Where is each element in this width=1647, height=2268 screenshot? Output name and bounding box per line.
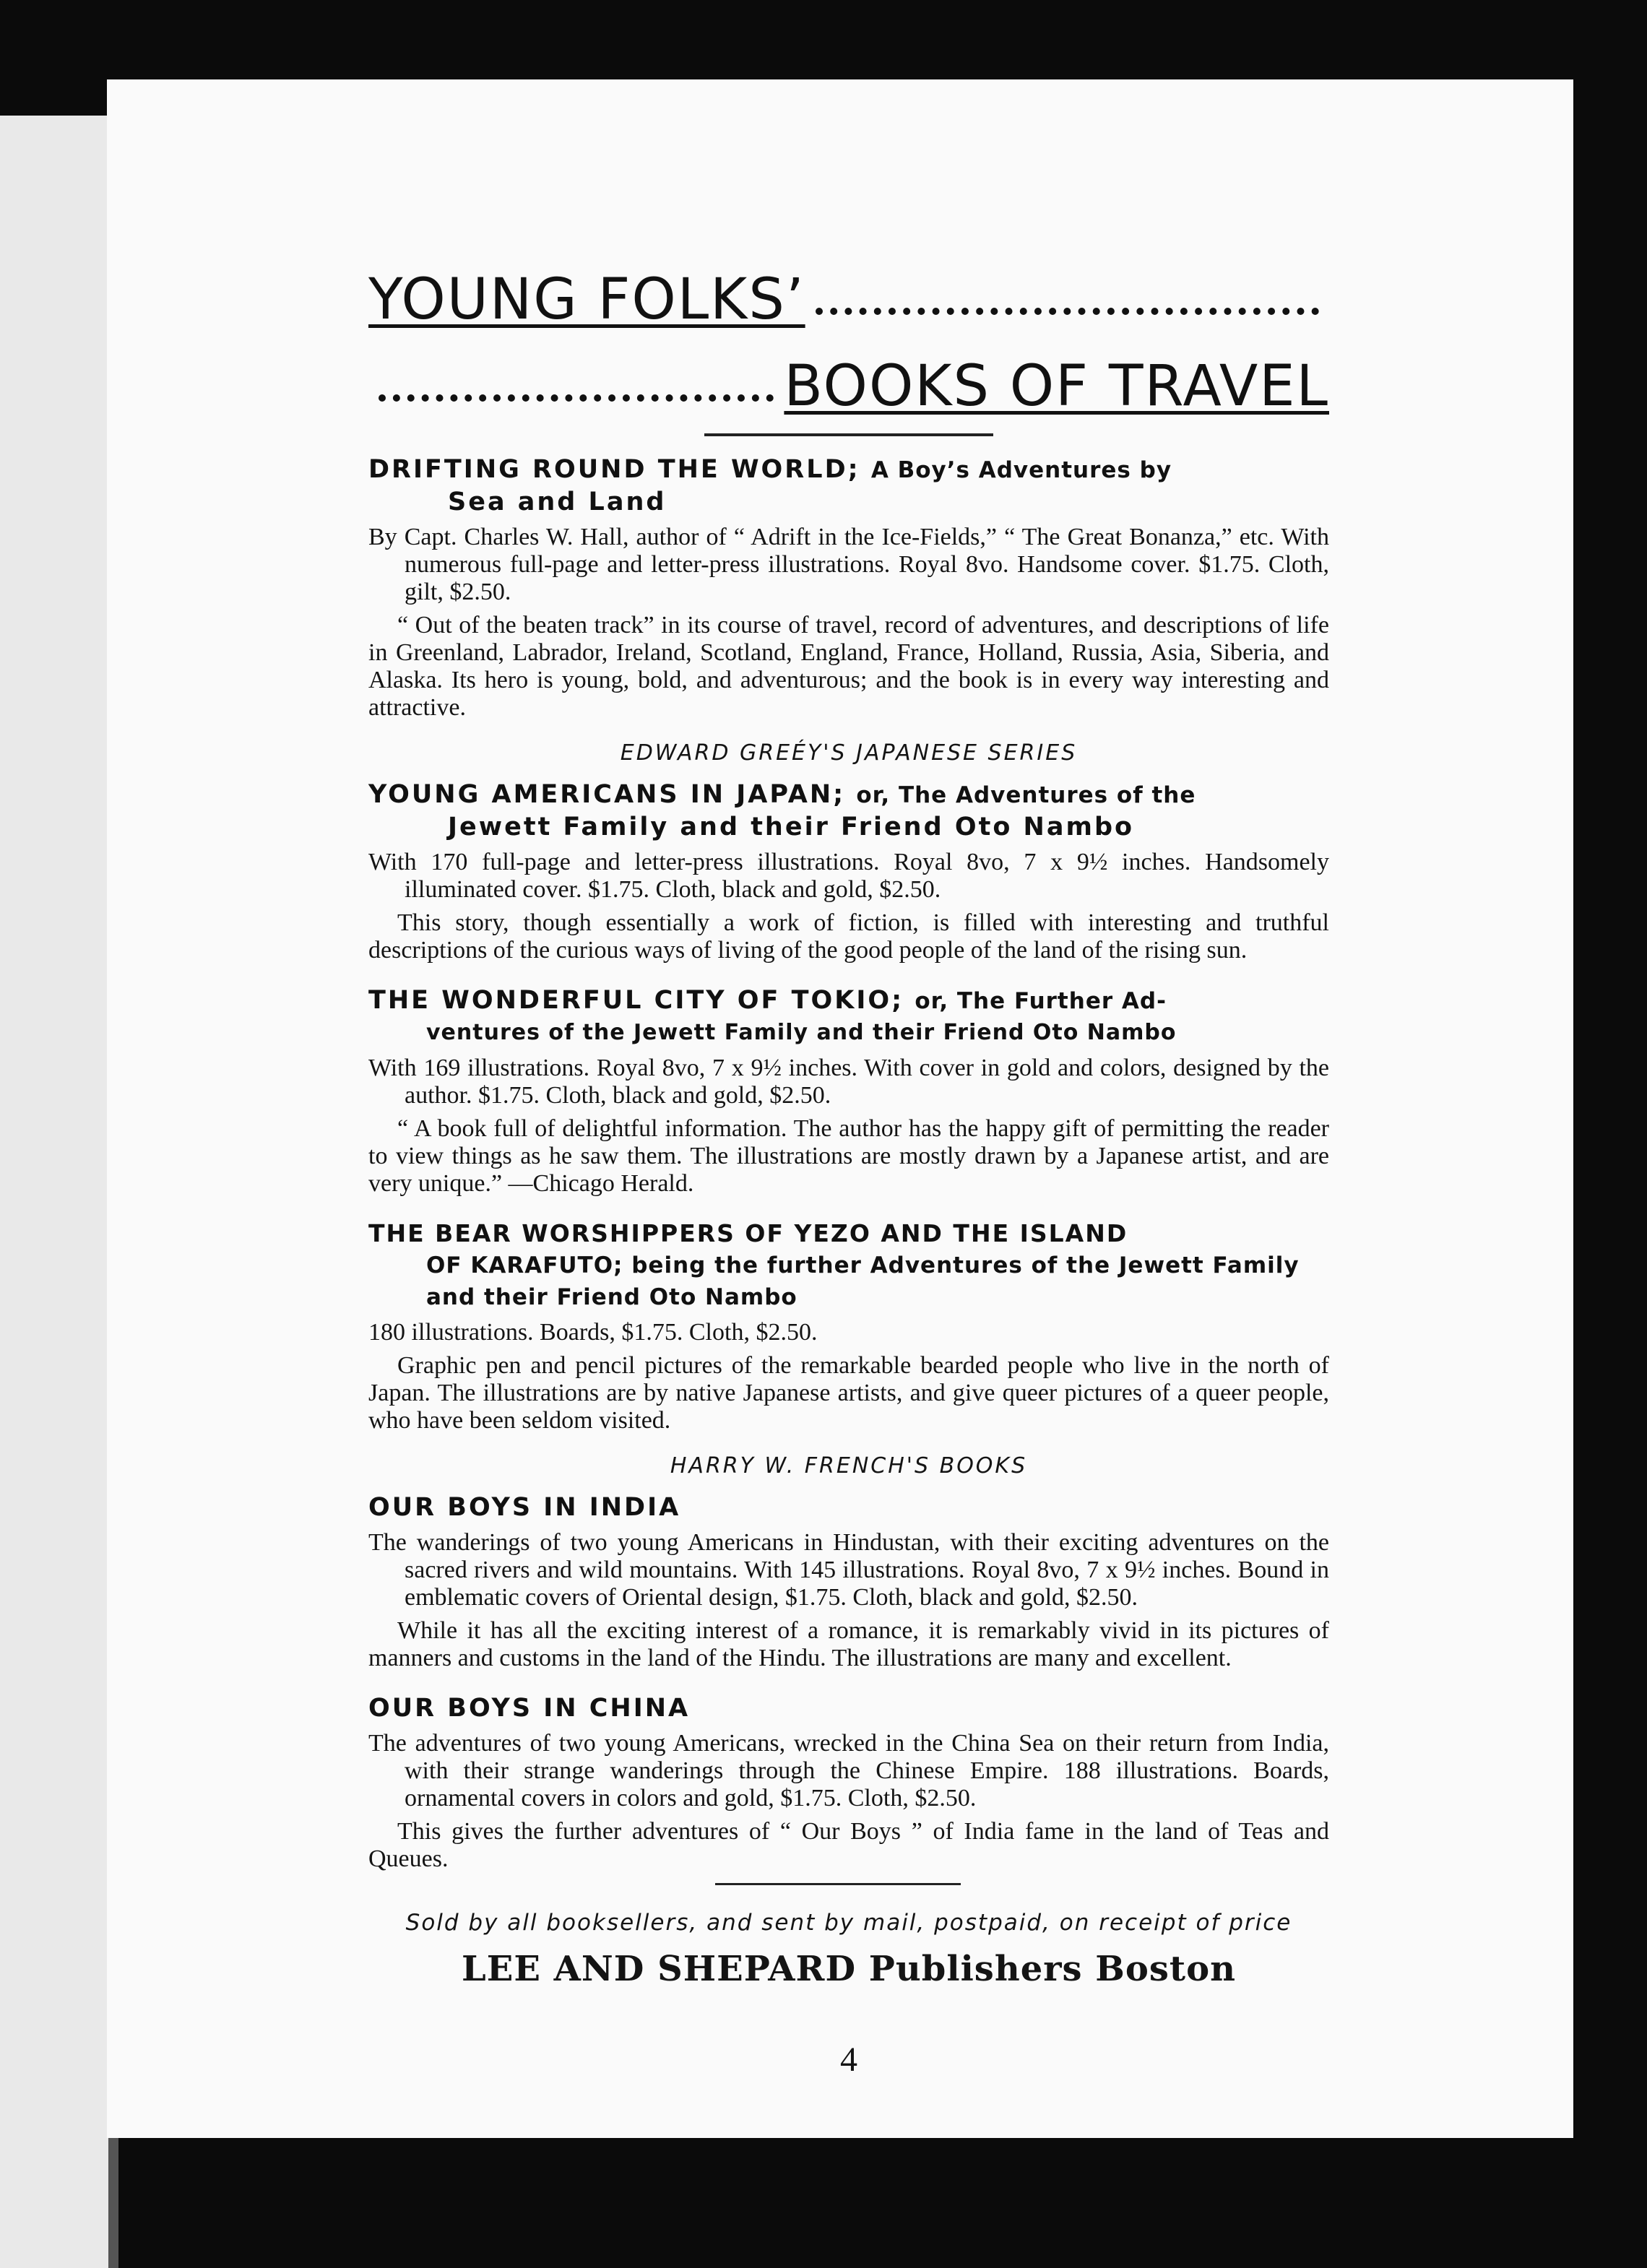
- book-details: The wanderings of two young Americans in Hindustan, with their exciting adventures on the sacred rivers and wild mountains. With 145 illustrations. Royal 8vo, 7 x 9½ inches. Bound in emblematic covers of Oriental design, $1.75. Cloth, black and gold, $2.50.: [368, 1529, 1329, 1611]
- publisher-imprint: LEE AND SHEPARD Publishers Boston: [462, 1949, 1236, 1989]
- book-title: YOUNG AMERICANS IN JAPAN; or, The Adventures of the: [368, 780, 1196, 809]
- page-content: [368, 238, 1329, 2079]
- series-heading: EDWARD GREÉY'S JAPANESE SERIES: [620, 740, 1078, 766]
- header-dotted-leader: [816, 308, 1319, 315]
- book-entry: [368, 779, 1329, 964]
- book-entry: [368, 454, 1329, 722]
- book-description: This gives the further adventures of “ Our Boys ” of India fame in the land of Teas and Queues.: [368, 1818, 1329, 1872]
- header-line-1: [368, 238, 1329, 332]
- book-title-continued: Jewett Family and their Friend Oto Nambo: [448, 813, 1135, 841]
- book-description: “ Out of the beaten track” in its course of travel, record of adventures, and descriptions of life in Greenland, Labrador, Ireland, Scotland, England, France, Holland, Russia, Asia, Siberia, and Alaska. Its hero is young, bold, and adventurous; and the book is in every way interesting and attractive.: [368, 612, 1329, 721]
- header-line-2: [368, 332, 1329, 419]
- book-title: OUR BOYS IN INDIA: [368, 1493, 681, 1522]
- book-title: OUR BOYS IN CHINA: [368, 1694, 691, 1723]
- page-number: 4: [840, 2040, 857, 2079]
- book-title: THE WONDERFUL CITY OF TOKIO; or, The Further Ad-: [368, 986, 1167, 1015]
- book-details: By Capt. Charles W. Hall, author of “ Adrift in the Ice-Fields,” “ The Great Bonanza,” etc. With numerous full-page and letter-press illustrations. Royal 8vo. Handsome cover. $1.75. Cloth, gilt, $2.50.: [368, 524, 1329, 605]
- book-details: The adventures of two young Americans, wrecked in the China Sea on their return from India, with their strange wanderings through the Chinese Empire. 188 illustrations. Boards, ornamental covers in colors and gold, $1.75. Cloth, $2.50.: [368, 1730, 1329, 1812]
- book-details: With 169 illustrations. Royal 8vo, 7 x 9½ inches. With cover in gold and colors, designed by the author. $1.75. Cloth, black and gold, $2.50.: [368, 1055, 1329, 1109]
- sold-by-note: Sold by all booksellers, and sent by mail, postpaid, on receipt of price: [405, 1910, 1292, 1936]
- header-young-folks: YOUNG FOLKS’: [368, 267, 805, 332]
- book-description: While it has all the exciting interest of a romance, it is remarkably vivid in its pictures of manners and customs in the land of the Hindu. The illustrations are many and excellent.: [368, 1617, 1329, 1671]
- book-details: 180 illustrations. Boards, $1.75. Cloth, $2.50.: [368, 1319, 818, 1346]
- footer-rule: [715, 1883, 961, 1885]
- book-title-continued: OF KARAFUTO; being the further Adventures of the Jewett Family and their Friend Oto Nambo: [426, 1252, 1300, 1310]
- book-description: This story, though essentially a work of fiction, is filled with interesting and truthful descriptions of the curious ways of living of the good people of the land of the rising sun.: [368, 909, 1329, 964]
- book-description: Graphic pen and pencil pictures of the remarkable bearded people who live in the north of Japan. The illustrations are by native Japanese artists, and give queer pictures of a queer people, who have been seldom visited.: [368, 1352, 1329, 1434]
- catalog-page: [107, 79, 1573, 2138]
- book-entry: [368, 1492, 1329, 1672]
- book-title: DRIFTING ROUND THE WORLD; A Boy’s Adventures by: [368, 455, 1172, 484]
- adjacent-page: [0, 116, 113, 2268]
- header-dotted-leader-2: [379, 394, 774, 402]
- book-entry: [368, 1692, 1329, 1873]
- header-rule: [704, 433, 993, 436]
- series-heading: HARRY W. FRENCH'S BOOKS: [670, 1453, 1028, 1479]
- book-details: With 170 full-page and letter-press illustrations. Royal 8vo, 7 x 9½ inches. Handsomely illuminated cover. $1.75. Cloth, black and gold, $2.50.: [368, 849, 1329, 903]
- book-entry: [368, 984, 1329, 1198]
- book-title-continued: ventures of the Jewett Family and their Friend Oto Nambo: [426, 1020, 1177, 1045]
- book-title-continued: Sea and Land: [448, 488, 667, 516]
- book-title: THE BEAR WORSHIPPERS OF YEZO AND THE ISLAND: [368, 1219, 1128, 1247]
- header-books-of-travel: BOOKS OF TRAVEL: [784, 354, 1329, 419]
- book-entry: [368, 1218, 1329, 1434]
- book-description: “ A book full of delightful information. The author has the happy gift of permitting the reader to view things as he saw them. The illustrations are mostly drawn by a Japanese artist, and are very unique.” —Chicago Herald.: [368, 1115, 1329, 1197]
